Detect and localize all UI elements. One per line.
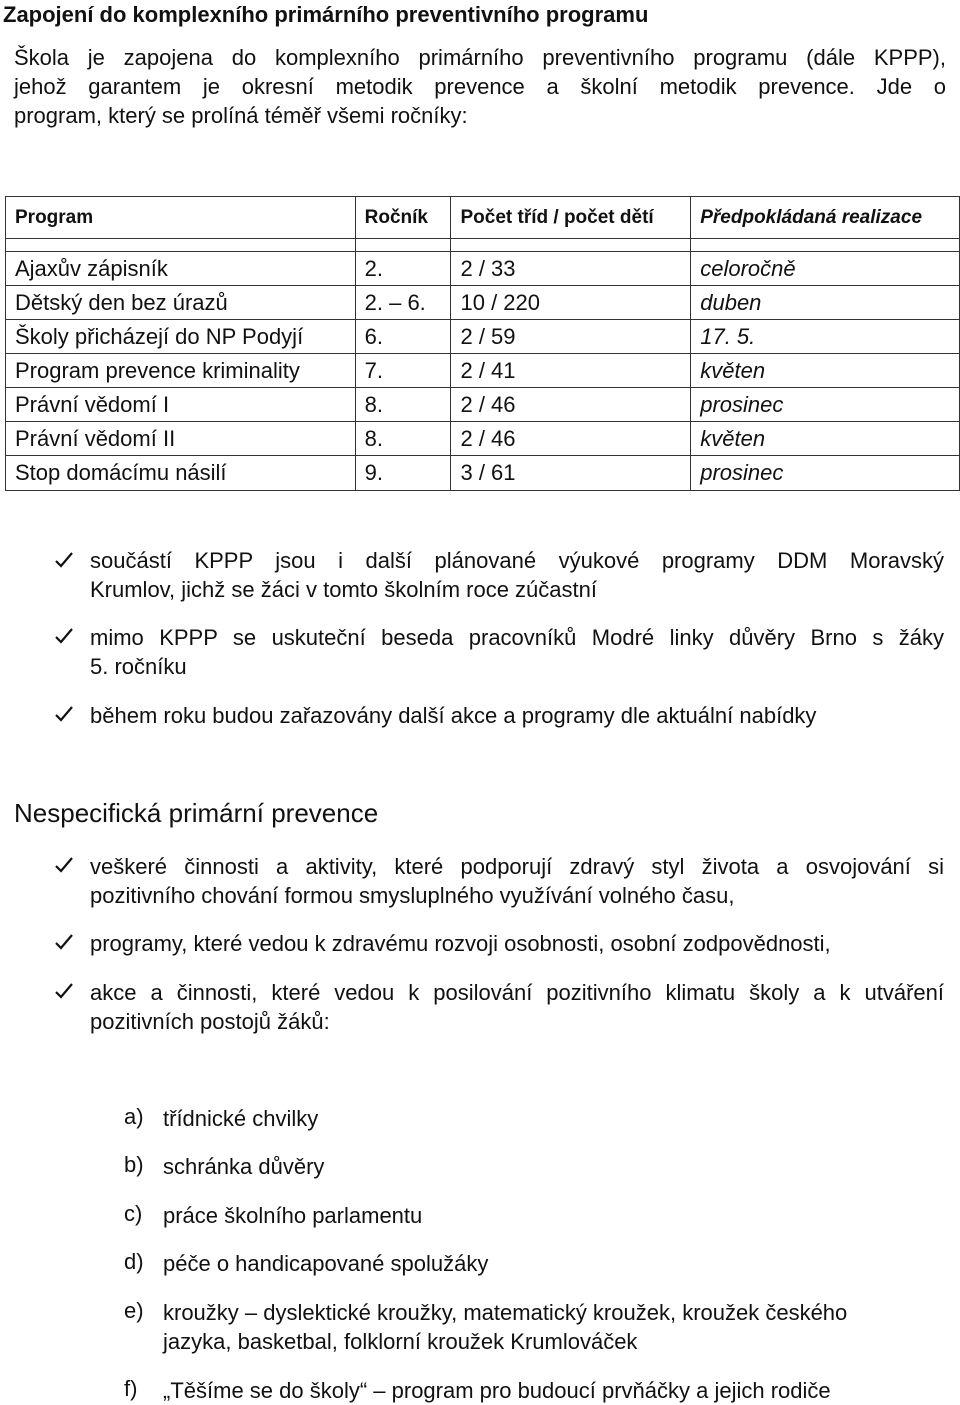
cell-realizace: celoročně xyxy=(691,252,960,286)
cell-pocet: 10 / 220 xyxy=(451,286,691,320)
table-row xyxy=(6,456,960,491)
section-heading-nespecificka: Nespecifická primární prevence xyxy=(14,798,379,828)
list-marker-f: f) xyxy=(124,1376,138,1401)
table-row xyxy=(6,286,960,320)
section-heading-kppp: Zapojení do komplexního primárního preventivního programu xyxy=(3,2,649,27)
list-marker-d: d) xyxy=(124,1249,144,1274)
list-marker-a: a) xyxy=(124,1104,144,1129)
cell-pocet: 2 / 46 xyxy=(451,388,691,422)
table-row xyxy=(6,320,960,354)
table-spacer-row xyxy=(6,239,960,252)
checkmark-icon xyxy=(54,550,74,570)
cell-realizace: prosinec xyxy=(691,456,960,491)
checkmark-icon xyxy=(54,981,74,1001)
list-item-a: třídnické chvilky xyxy=(163,1106,319,1131)
checkmark-icon xyxy=(54,855,74,875)
list-item-c: práce školního parlamentu xyxy=(163,1203,423,1228)
table-row xyxy=(6,422,960,456)
cell-program: Dětský den bez úrazů xyxy=(6,286,356,320)
intro-line-2: jehož garantem je okresní metodik prevence a školní metodik prevence. Jde o xyxy=(14,74,946,99)
cell-program: Právní vědomí II xyxy=(6,422,356,456)
cell-pocet: 2 / 46 xyxy=(451,422,691,456)
cell-pocet: 2 / 41 xyxy=(451,354,691,388)
program-table xyxy=(5,196,960,491)
intro-line-3: program, který se prolíná téměř všemi ročníky: xyxy=(14,103,468,128)
checkmark-icon xyxy=(54,932,74,952)
header-program: Program xyxy=(6,197,356,239)
cell-rocnik: 2. xyxy=(355,252,451,286)
list-marker-e: e) xyxy=(124,1298,144,1323)
list-marker-b: b) xyxy=(124,1152,144,1177)
cell-rocnik: 9. xyxy=(355,456,451,491)
table-header-row xyxy=(6,197,960,239)
list-item-e-line-1: kroužky – dyslektické kroužky, matematický kroužek, kroužek českého xyxy=(163,1300,848,1325)
cell-rocnik: 7. xyxy=(355,354,451,388)
check-item-2-line-2: 5. ročníku xyxy=(90,654,187,679)
list-item-e-line-2: jazyka, basketbal, folklorní kroužek Krumlováček xyxy=(163,1329,638,1354)
check-item-2-line-1: mimo KPPP se uskuteční beseda pracovníků Modré linky důvěry Brno s žáky xyxy=(90,625,944,650)
cell-realizace: květen xyxy=(691,354,960,388)
cell-realizace: květen xyxy=(691,422,960,456)
cell-realizace: prosinec xyxy=(691,388,960,422)
cell-realizace: duben xyxy=(691,286,960,320)
cell-rocnik: 8. xyxy=(355,422,451,456)
cell-pocet: 3 / 61 xyxy=(451,456,691,491)
header-pocet: Počet tříd / počet dětí xyxy=(451,197,691,239)
cell-rocnik: 8. xyxy=(355,388,451,422)
checkmark-icon xyxy=(54,626,74,646)
cell-program: Ajaxův zápisník xyxy=(6,252,356,286)
table-row xyxy=(6,252,960,286)
cell-pocet: 2 / 59 xyxy=(451,320,691,354)
header-realizace: Předpokládaná realizace xyxy=(691,197,960,239)
check2-item-1-line-1: veškeré činnosti a aktivity, které podporují zdravý styl života a osvojování si xyxy=(90,854,944,879)
cell-program: Program prevence kriminality xyxy=(6,354,356,388)
list-item-d: péče o handicapované spolužáky xyxy=(163,1251,489,1276)
table-row xyxy=(6,388,960,422)
cell-program: Právní vědomí I xyxy=(6,388,356,422)
cell-realizace: 17. 5. xyxy=(691,320,960,354)
list-marker-c: c) xyxy=(124,1201,143,1226)
check2-item-1-line-2: pozitivního chování formou smysluplného využívání volného času, xyxy=(90,883,735,908)
check2-item-3-line-1: akce a činnosti, které vedou k posilování pozitivního klimatu školy a k utváření xyxy=(90,980,944,1005)
intro-line-1: Škola je zapojena do komplexního primárního preventivního programu (dále KPPP), xyxy=(14,45,946,70)
check2-item-3-line-2: pozitivních postojů žáků: xyxy=(90,1009,330,1034)
cell-program: Stop domácímu násilí xyxy=(6,456,356,491)
check-item-1-line-2: Krumlov, jichž se žáci v tomto školním roce zúčastní xyxy=(90,577,597,602)
list-item-b: schránka důvěry xyxy=(163,1154,325,1179)
check-item-3-line-1: během roku budou zařazovány další akce a programy dle aktuální nabídky xyxy=(90,703,817,728)
check-item-1-line-1: součástí KPPP jsou i další plánované výukové programy DDM Moravský xyxy=(90,548,944,573)
cell-rocnik: 6. xyxy=(355,320,451,354)
checkmark-icon xyxy=(54,704,74,724)
table-row xyxy=(6,354,960,388)
cell-rocnik: 2. – 6. xyxy=(355,286,451,320)
header-rocnik: Ročník xyxy=(355,197,451,239)
check2-item-2-line-1: programy, které vedou k zdravému rozvoji osobnosti, osobní zodpovědnosti, xyxy=(90,931,831,956)
cell-pocet: 2 / 33 xyxy=(451,252,691,286)
cell-program: Školy přicházejí do NP Podyjí xyxy=(6,320,356,354)
list-item-f: „Těšíme se do školy“ – program pro budoucí prvňáčky a jejich rodiče xyxy=(163,1378,831,1403)
